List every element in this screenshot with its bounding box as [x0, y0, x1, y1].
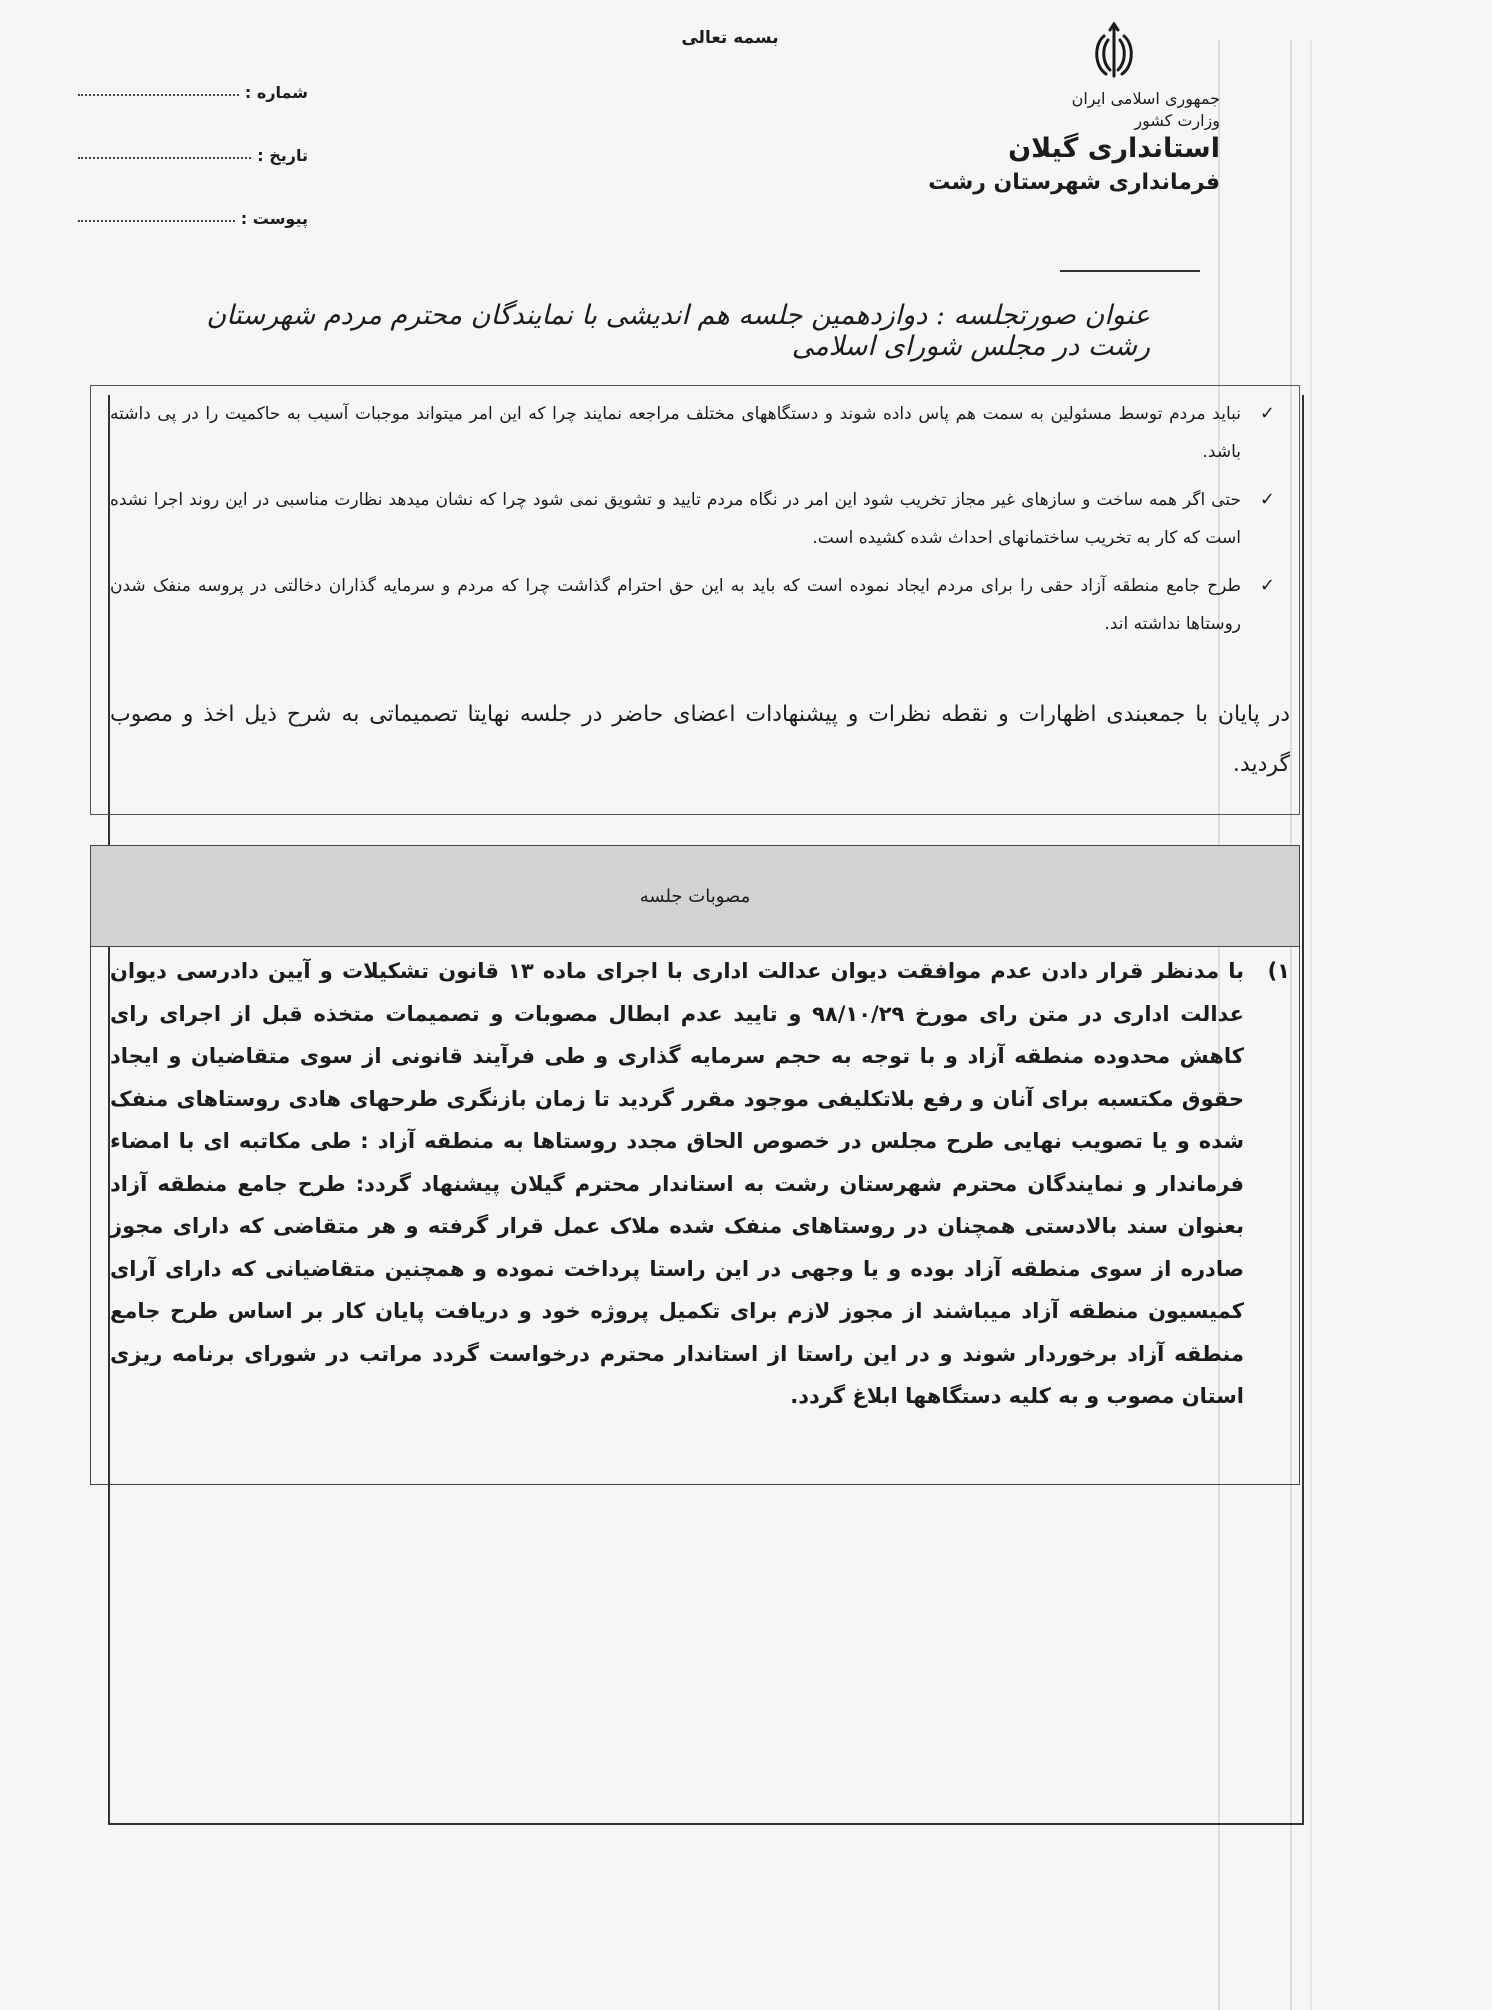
- resolution-number: ۱): [1267, 959, 1290, 983]
- ministry-name: وزارت کشور: [1134, 110, 1220, 130]
- attachment-field: [78, 198, 308, 228]
- county-office: فرمانداری شهرستان رشت: [928, 169, 1220, 195]
- country-name: جمهوری اسلامی ایران: [1071, 89, 1220, 108]
- date-field: [78, 135, 308, 165]
- discussion-point-text: طرح جامع منطقه آزاد حقی را برای مردم ایجاد نموده است که باید به این حق احترام گذاشت چرا که مردم و سرمایه گذاران دخالتی در پروسه منفک شدن روستاها نداشته اند.: [110, 576, 1241, 634]
- number-blank: [78, 93, 239, 96]
- discussion-point: [110, 567, 1275, 643]
- checkmark-icon: ✓: [1259, 489, 1275, 510]
- scan-fold-line: [1310, 40, 1312, 2010]
- date-blank: [78, 156, 251, 159]
- checkmark-icon: ✓: [1259, 575, 1275, 596]
- discussion-point: [110, 395, 1275, 471]
- resolution-item: [110, 950, 1290, 1418]
- attachment-label: پیوست :: [240, 209, 308, 228]
- date-label: تاریخ :: [257, 146, 308, 165]
- header-rule: [1060, 270, 1200, 272]
- number-label: شماره :: [244, 83, 308, 102]
- resolution-text: با مدنظر قرار دادن عدم موافقت دیوان عدالت اداری با اجرای ماده ۱۳ قانون تشکیلات و آیین دادرسی دیوان عدالت اداری در متن رای مورخ ۹۸/۱۰/۲۹ و تایید عدم ابطال مصوبات و تصمیمات متخذه قبل از اجرای رای کاهش محدوده منطقه آزاد و با توجه به حجم سرمایه گذاری و طی فرآیند قانونی از سوی متقاضیان و ایجاد حقوق مکتسبه برای آنان و رفع بلاتکلیفی موجود مقرر گردید تا زمان بازنگری طرحهای هادی روستاهای منفک شده و یا تصویب نهایی طرح مجلس در خصوص الحاق مجدد روستاها به منطقه آزاد : طی مکاتبه ای با امضاء فرماندار و نمایندگان محترم شهرستان رشت به استاندار محترم گیلان پیشنهاد گردد: طرح جامع منطقه آزاد بعنوان سند بالادستی همچنان در روستاهای منفک شده ملاک عمل قرار گرفته و هر متقاضی که دارای مجوز صادره از سوی منطقه آزاد بوده و یا وجهی در این راستا پرداخت نموده و همچنین متقاضیانی که دارای آرای کمیسیون منطقه آزاد میباشند از مجوز لازم برای تکمیل پروژه خود و دریافت پایان کار بر اساس طرح جامع منطقه آزاد برخوردار شوند و در این راستا از استاندار محترم درخواست گردد مراتب در شورای برنامه ریزی استان مصوب و به کلیه دستگاهها ابلاغ گردد.: [110, 959, 1245, 1408]
- province-office: استانداری گیلان: [1008, 133, 1220, 165]
- number-field: [78, 72, 308, 102]
- iran-emblem-icon: [1082, 22, 1146, 86]
- resolutions-header: [91, 846, 1299, 947]
- discussion-point: [110, 481, 1275, 557]
- discussion-points: [110, 395, 1275, 653]
- discussion-point-text: حتی اگر همه ساخت و سازهای غیر مجاز تخریب شود این امر در نگاه مردم تایید و تشویق نمی شود چرا که نشان میدهد نظارت مناسبی در این روند اجرا نشده است که کار به تخریب ساختمانهای احداث شده کشیده است.: [110, 490, 1241, 548]
- issuer-block: [880, 88, 1220, 197]
- minutes-title: عنوان صورتجلسه : دوازدهمین جلسه هم اندیشی با نمایندگان محترم مردم شهرستان رشت در مجلس شورای اسلامی: [206, 300, 1150, 362]
- bismillah: بسمه تعالی: [681, 28, 779, 48]
- discussion-point-text: نباید مردم توسط مسئولین به سمت هم پاس داده شوند و دستگاههای مختلف مراجعه نمایند چرا که این امر میتواند موجبات آسیب به حاکمیت را در پی داشته باشد.: [110, 404, 1241, 462]
- checkmark-icon: ✓: [1259, 403, 1275, 424]
- summary-paragraph: در پایان با جمعبندی اظهارات و نقطه نظرات و پیشنهادات اعضای حاضر در جلسه نهایتا تصمیماتی به شرح ذیل اخذ و مصوب گردید.: [110, 702, 1290, 777]
- resolutions-header-label: مصوبات جلسه: [639, 885, 751, 907]
- attachment-blank: [78, 219, 235, 222]
